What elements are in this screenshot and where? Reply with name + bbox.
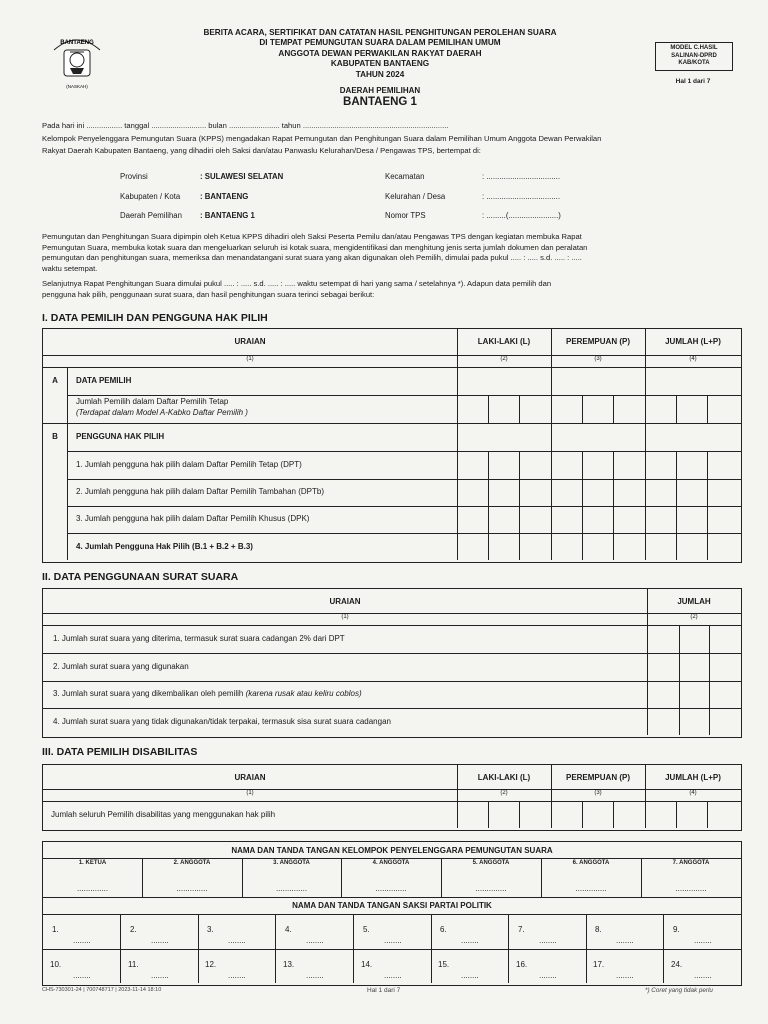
s2-row1: 1. Jumlah surat suara yang diterima, termasuk surat suara cadangan 2% dari DPT: [53, 634, 345, 643]
s1-b-row4: 4. Jumlah Pengguna Hak Pilih (B.1 + B.2 + B.3): [76, 542, 253, 551]
provinsi-value: : SULAWESI SELATAN: [200, 172, 284, 181]
title-line-1: BERITA ACARA, SERTIFIKAT DAN CATATAN HASIL PENGHITUNGAN PEROLEHAN SUARA: [203, 28, 557, 37]
s1-b-row2: 2. Jumlah pengguna hak pilih dalam Daftar Pemilih Tambahan (DPTb): [76, 487, 324, 496]
s1-a-code: A: [52, 376, 58, 385]
footer-note: *) Coret yang tidak perlu: [645, 987, 713, 994]
para2: Selanjutnya Rapat Penghitungan Suara dimulai pukul ..... : ..... s.d. ..... : ..... waktu setempat di hari yang sama / setelahnya *). Adapun data pemilih dan pengguna hak pilih, penggunaan surat suara, dan hasil penghitungan suara terinci sebagai berikut:: [42, 279, 552, 299]
kab-value: : BANTAENG: [200, 192, 249, 201]
s2-row2: 2. Jumlah surat suara yang digunakan: [53, 662, 189, 671]
kpps-title: NAMA DAN TANDA TANGAN KELOMPOK PENYELENGGARA PEMUNGUTAN SUARA: [231, 846, 553, 855]
dapil-label: Daerah Pemilihan: [120, 211, 182, 220]
intro-line-3: Rakyat Daerah Kabupaten Bantaeng, yang dihadiri oleh Saksi dan/atau Panwaslu Kelurahan/Desa / Pengawas TPS, bertempat di:: [42, 146, 481, 155]
document-title: [170, 28, 590, 80]
signature-table: NAMA DAN TANDA TANGAN KELOMPOK PENYELENGGARA PEMUNGUTAN SUARA 1. KETUA 2. ANGGOTA 3. ANGGOTA 4. ANGGOTA 5. ANGGOTA 6. ANGGOTA 7. ANGGOTA .............. .............. .............. .............. .............. .............. .............. NAMA DAN TANDA TANGAN SAKSI PARTAI POLITIK 1. 2. 3. 4. 5. 6. 7. 8. 9. ........ ........ ........ ........ ........ ........ ........ ........ ........ 10. 11. 12. 13. 14. 15. 16. 17. 24. ........ ........ ........ ........ ........ ........ ........ ........ ........: [42, 841, 742, 986]
s2-head-uraian: URAIAN: [329, 597, 361, 606]
section2-table: URAIAN JUMLAH (1) (2) 1. Jumlah surat suara yang diterima, termasuk surat suara cadangan 2% dari DPT 2. Jumlah surat suara yang digunakan 3. Jumlah surat suara yang dikembalikan oleh pemilih (karena rusak atau keliru coblos) 4. Jumlah surat suara yang tidak digunakan/tidak terpakai, termasuk sisa surat suara cadangan: [42, 588, 742, 738]
kab-label: Kabupaten / Kota: [120, 192, 181, 201]
saksi-title: NAMA DAN TANDA TANGAN SAKSI PARTAI POLITIK: [292, 901, 492, 910]
s1-head-lp: JUMLAH (L+P): [665, 337, 721, 346]
daerah-value: BANTAENG 1: [343, 96, 417, 108]
kec-value[interactable]: : ..................................: [482, 172, 560, 181]
section3-title: III. DATA PEMILIH DISABILITAS: [42, 746, 198, 758]
title-line-5: TAHUN 2024: [355, 69, 405, 79]
section1-table: URAIAN LAKI-LAKI (L) PEREMPUAN (P) JUMLAH (L+P) (1) (2) (3) (4) A DATA PEMILIH Jumlah Pemilih dalam Daftar Pemilih Tetap (Terdapat dalam Model A-Kabko Daftar Pemilih ) B PENGGUNA HAK PILIH 1. Jumlah pengguna hak pilih dalam Daftar Pemilih Tetap (DPT) 2. Jumlah pengguna hak pilih dalam Daftar Pemilih Tambahan (DPTb) 3. Jumlah pengguna hak pilih dalam Daftar Pemilih Khusus (DPK) 4. Jumlah Pengguna Hak Pilih (B.1 + B.2 + B.3): [42, 328, 742, 563]
title-line-2: DI TEMPAT PEMUNGUTAN SUARA DALAM PEMILIHAN UMUM: [259, 38, 501, 48]
page-number: Hal 1 dari 7: [675, 78, 711, 85]
s3-row: Jumlah seluruh Pemilih disabilitas yang menggunakan hak pilih: [51, 810, 276, 819]
kpu-logo: [48, 30, 106, 92]
s1-b-title: PENGGUNA HAK PILIH: [76, 432, 165, 441]
s2-head-jumlah: JUMLAH: [677, 597, 711, 606]
footer-page: Hal 1 dari 7: [367, 987, 401, 994]
s1-head-p: PEREMPUAN (P): [565, 337, 630, 346]
s1-a-title: DATA PEMILIH: [76, 376, 132, 385]
dapil-value: : BANTAENG 1: [200, 211, 255, 220]
kel-label: Kelurahan / Desa: [385, 192, 446, 201]
logo-text-top: BANTAENG: [60, 40, 94, 46]
kel-value[interactable]: : ..................................: [482, 192, 560, 201]
s2-row4: 4. Jumlah surat suara yang tidak digunakan/tidak terpakai, termasuk sisa surat suara cadangan: [53, 717, 391, 726]
s1-head-l: LAKI-LAKI (L): [477, 337, 531, 346]
s1-b-row1: 1. Jumlah pengguna hak pilih dalam Daftar Pemilih Tetap (DPT): [76, 460, 302, 469]
s1-b-code: B: [52, 432, 58, 441]
provinsi-label: Provinsi: [120, 172, 148, 181]
s1-a-row1-sub: (Terdapat dalam Model A-Kabko Daftar Pemilih ): [76, 408, 248, 417]
kec-label: Kecamatan: [385, 172, 425, 181]
intro-line-1: Pada hari ini ................. tanggal .......................... bulan ........................ tahun .....................................................................: [42, 121, 449, 130]
s1-b-row3: 3. Jumlah pengguna hak pilih dalam Daftar Pemilih Khusus (DPK): [76, 514, 310, 523]
footer-code: CHS-730301-24 | 700748717 | 2023-11-14 18:10: [42, 987, 162, 993]
model-box: MODEL C.HASIL SALINAN-DPRD KAB/KOTA: [655, 42, 733, 71]
daerah-label: DAERAH PEMILIHAN: [339, 86, 421, 95]
tps-value[interactable]: : .........(.......................): [482, 211, 561, 220]
title-line-3: ANGGOTA DEWAN PERWAKILAN RAKYAT DAERAH: [278, 48, 482, 58]
logo-text-bottom: (NASKAH): [66, 84, 88, 89]
para1: Pemungutan dan Penghitungan Suara dipimpin oleh Ketua KPPS dihadiri oleh Saksi Peserta Pemilu dan/atau Pengawas TPS dengan kegiatan membuka Rapat Pemungutan Suara, membuka kotak suara dan mengeluarkan seluruh isi kotak suara, mengidentifikasi dan menghitung jenis serta jumlah dokumen dan peralatan pemungutan dan penghitungan suara, memeriksa dan menandatangani surat suara yang akan digunakan oleh Pemilih, dimulai pada pukul ..... : ..... s.d. ..... : ..... waktu setempat.: [42, 232, 588, 273]
intro-line-2: Kelompok Penyelenggara Pemungutan Suara (KPPS) mengadakan Rapat Pemungutan dan Penghitungan Suara dalam Pemilihan Umum Anggota Dewan Perwakilan: [42, 134, 602, 143]
s1-head-uraian: URAIAN: [234, 337, 266, 346]
section2-title: II. DATA PENGGUNAAN SURAT SUARA: [42, 571, 239, 583]
tps-label: Nomor TPS: [385, 211, 426, 220]
s1-a-row1: Jumlah Pemilih dalam Daftar Pemilih Tetap: [76, 397, 229, 406]
s2-row3: 3. Jumlah surat suara yang dikembalikan oleh pemilih (karena rusak atau keliru coblos): [53, 689, 362, 698]
title-line-4: KABUPATEN BANTAENG: [330, 59, 430, 69]
section3-table: URAIAN LAKI-LAKI (L) PEREMPUAN (P) JUMLAH (L+P) (1) (2) (3) (4) Jumlah seluruh Pemilih disabilitas yang menggunakan hak pilih: [42, 764, 742, 831]
section1-title: I. DATA PEMILIH DAN PENGGUNA HAK PILIH: [42, 312, 268, 324]
